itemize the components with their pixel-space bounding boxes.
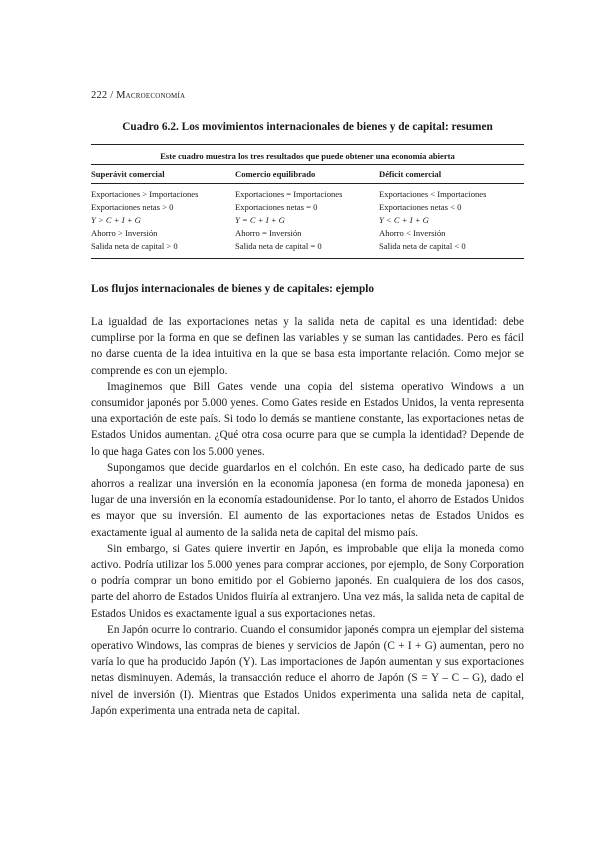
table-note: Este cuadro muestra los tres resultados que puede obtener una economía abierta	[160, 151, 455, 161]
table-body	[91, 184, 524, 253]
running-head	[91, 90, 185, 101]
table-cell: Y < C + I + G	[379, 215, 429, 226]
column-surplus	[91, 184, 235, 253]
table-cell: Ahorro > Inversión	[91, 228, 158, 239]
page-number: 222	[91, 90, 108, 101]
column-header-balanced: Comercio equilibrado	[235, 169, 316, 179]
paragraph: Supongamos que decide guardarlos en el colchón. En este caso, ha dedicado parte de sus ahorros a realizar una inversión en la economía japonesa (en forma de moneda japonesa) en lugar de una inversión en la economía estadounidense. Por lo tanto, el ahorro de Estados Unidos es mayor que su inversión. El aumento de las exportaciones netas de Estados Unidos es exactamente igual al aumento de la salida neta de capital del mismo país.	[91, 461, 524, 539]
table-cell: Salida neta de capital = 0	[235, 241, 322, 252]
table-cell: Exportaciones netas < 0	[379, 202, 462, 213]
body-text	[91, 314, 524, 719]
table-cell: Ahorro = Inversión	[235, 228, 302, 239]
table-cell: Exportaciones > Importaciones	[91, 189, 199, 200]
column-balanced	[235, 184, 379, 253]
paragraph: En Japón ocurre lo contrario. Cuando el consumidor japonés compra un ejemplar del sistema operativo Windows, las compras de bienes y servicios de Japón (C + I + G) aumentan, pero no varía lo que ha producido Japón (Y). Las importaciones de Japón aumentan y sus exportaciones netas disminuyen. Además, la transacción reduce el ahorro de Japón (S = Y – C – G), dado el nivel de inversión (I). Mientras que Estados Unidos experimenta una salida neta de capital, Japón experimenta una entrada neta de capital.	[91, 623, 524, 717]
paragraph: La igualdad de las exportaciones netas y la salida neta de capital es una identidad: debe cumplirse por la forma en que se definen las variables y se suman las cantidades. Pero es fácil no darse cuenta de la idea intuitiva en la que se basa esta importante relación. Como mejor se comprende es con un ejemplo.	[91, 316, 524, 377]
column-header-surplus: Superávit comercial	[91, 169, 165, 179]
table-cell: Salida neta de capital < 0	[379, 241, 466, 252]
section-title: Los flujos internacionales de bienes y de capitales: ejemplo	[91, 283, 375, 295]
column-deficit	[379, 184, 524, 253]
table-bottom-rule	[91, 258, 524, 259]
table-cell: Exportaciones < Importaciones	[379, 189, 487, 200]
table-cell: Exportaciones netas > 0	[91, 202, 174, 213]
running-head-separator: /	[110, 90, 114, 101]
table-cell: Y > C + I + G	[91, 215, 141, 226]
table-cell: Exportaciones netas = 0	[235, 202, 318, 213]
table-cell: Y = C + I + G	[235, 215, 285, 226]
table-cell: Salida neta de capital > 0	[91, 241, 178, 252]
table-cell: Exportaciones = Importaciones	[235, 189, 343, 200]
paragraph: Sin embargo, si Gates quiere invertir en Japón, es improbable que elija la moneda como activo. Podría utilizar los 5.000 yenes para comprar acciones, por ejemplo, de Sony Corporation o podría comprar un bono emitido por el Gobierno japonés. En cualquiera de los dos casos, parte del ahorro de Estados Unidos fluiría al extranjero. Una vez más, la salida neta de capital de Estados Unidos es exactamente igual a sus exportaciones netas.	[91, 542, 524, 620]
paragraph: Imaginemos que Bill Gates vende una copia del sistema operativo Windows a un consumidor japonés por 5.000 yenes. Como Gates reside en Estados Unidos, la venta representa una exportación de este país. Si todo lo demás se mantiene constante, las exportaciones netas de Estados Unidos aumentan. ¿Qué otra cosa ocurre para que se cumpla la identidad? Depende de lo que haga Gates con los 5.000 yenes.	[91, 380, 524, 458]
table-cell: Ahorro < Inversión	[379, 228, 446, 239]
table-caption: Cuadro 6.2. Los movimientos internacionales de bienes y de capital: resumen	[122, 121, 493, 133]
book-title: Macroeconomía	[116, 90, 186, 101]
table-header-row	[91, 165, 524, 183]
summary-table	[91, 144, 524, 259]
column-header-deficit: Déficit comercial	[379, 169, 442, 179]
